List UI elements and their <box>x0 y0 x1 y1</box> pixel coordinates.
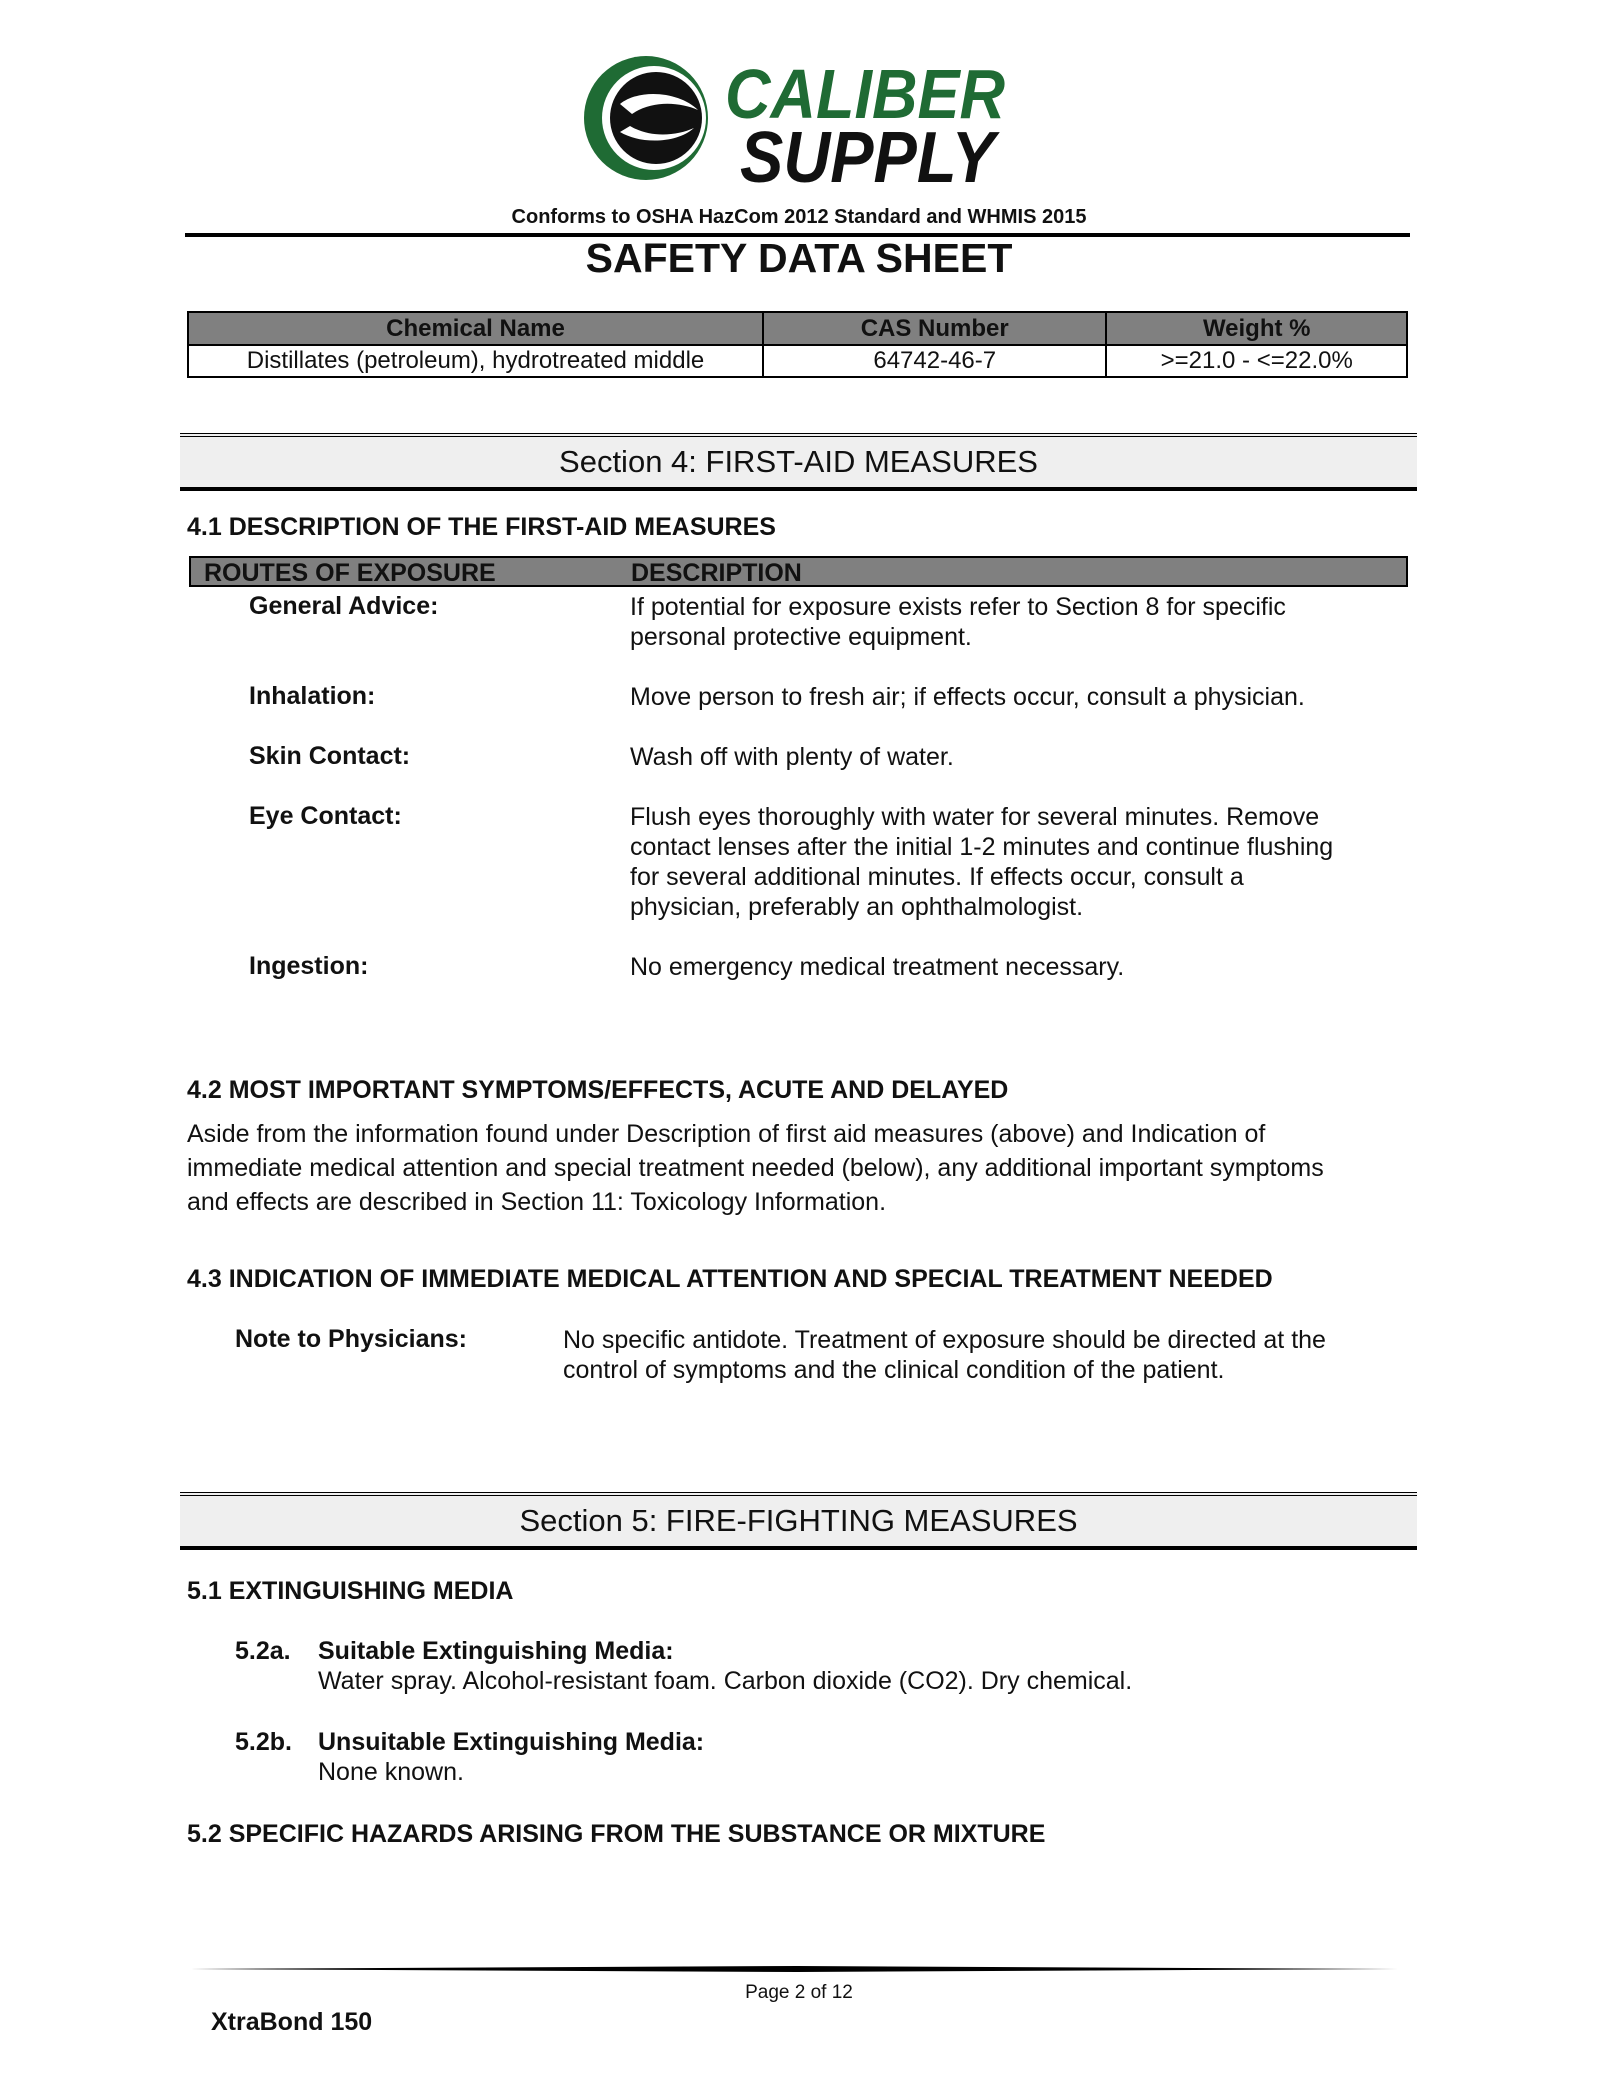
item-5-2b-number: 5.2b. <box>235 1728 292 1756</box>
desc-line: contact lenses after the initial 1-2 minutes and continue flushing <box>630 833 1334 861</box>
brand-line1: CALIBER <box>725 55 1006 133</box>
desc-line: for several additional minutes. If effects occur, consult a <box>630 863 1244 891</box>
document-title: SAFETY DATA SHEET <box>585 235 1013 281</box>
item-5-2a-number: 5.2a. <box>235 1637 291 1665</box>
route-desc-inhalation <box>630 682 1390 712</box>
desc-line: Flush eyes thoroughly with water for several minutes. Remove <box>630 803 1320 831</box>
routes-col-label: ROUTES OF EXPOSURE <box>204 559 496 587</box>
para-line: immediate medical attention and special treatment needed (below), any additional important symptoms <box>187 1154 1324 1182</box>
page-number: Page 2 of 12 <box>745 1982 853 2003</box>
para-line: Aside from the information found under Description of first aid measures (above) and Indication of <box>187 1120 1266 1148</box>
route-desc-general <box>630 592 1390 652</box>
route-desc-eye <box>630 802 1390 922</box>
description-col-label: DESCRIPTION <box>631 559 802 587</box>
chemical-composition-table <box>187 311 1408 378</box>
item-5-2a-title: Suitable Extinguishing Media: <box>318 1637 674 1665</box>
section4-2-text <box>187 1117 1407 1219</box>
route-label-inhalation: Inhalation: <box>249 682 376 710</box>
col-chemical-name: Chemical Name <box>188 312 763 345</box>
section4-3-heading: 4.3 INDICATION OF IMMEDIATE MEDICAL ATTENTION AND SPECIAL TREATMENT NEEDED <box>187 1265 1273 1293</box>
desc-line: physician, preferably an ophthalmologist. <box>630 893 1084 921</box>
product-name: XtraBond 150 <box>211 2008 373 2036</box>
weight-percent-cell: >=21.0 - <=22.0% <box>1106 345 1407 377</box>
note-to-physicians-text <box>563 1325 1403 1385</box>
desc-line: Wash off with plenty of water. <box>630 743 954 771</box>
section5-2-heading: 5.2 SPECIFIC HAZARDS ARISING FROM THE SUBSTANCE OR MIXTURE <box>187 1820 1046 1848</box>
desc-line: If potential for exposure exists refer to Section 8 for specific <box>630 593 1286 621</box>
cas-number-cell: 64742-46-7 <box>763 345 1106 377</box>
desc-line: No emergency medical treatment necessary. <box>630 953 1125 981</box>
route-label-general: General Advice: <box>249 592 439 620</box>
desc-line: personal protective equipment. <box>630 623 972 651</box>
section4-heading: Section 4: FIRST-AID MEASURES <box>180 433 1417 491</box>
brand-line2: SUPPLY <box>740 118 1001 188</box>
section4-1-heading: 4.1 DESCRIPTION OF THE FIRST-AID MEASURES <box>187 513 776 541</box>
item-5-2b-text: None known. <box>318 1758 464 1786</box>
desc-line: control of symptoms and the clinical condition of the patient. <box>563 1356 1225 1384</box>
conforms-statement: Conforms to OSHA HazCom 2012 Standard and WHMIS 2015 <box>511 206 1087 228</box>
route-desc-skin <box>630 742 1390 772</box>
section4-2-heading: 4.2 MOST IMPORTANT SYMPTOMS/EFFECTS, ACUTE AND DELAYED <box>187 1076 1009 1104</box>
caliber-supply-logo <box>580 48 1020 188</box>
route-desc-ingestion <box>630 952 1390 982</box>
item-5-2a-text: Water spray. Alcohol-resistant foam. Carbon dioxide (CO2). Dry chemical. <box>318 1667 1133 1695</box>
para-line: and effects are described in Section 11: Toxicology Information. <box>187 1188 887 1216</box>
route-label-eye: Eye Contact: <box>249 802 402 830</box>
col-cas-number: CAS Number <box>763 312 1106 345</box>
swirl-logo-icon <box>584 56 708 180</box>
item-5-2b-title: Unsuitable Extinguishing Media: <box>318 1728 705 1756</box>
section5-1-heading: 5.1 EXTINGUISHING MEDIA <box>187 1577 514 1605</box>
desc-line: No specific antidote. Treatment of exposure should be directed at the <box>563 1326 1326 1354</box>
footer-rule <box>190 1966 1405 1972</box>
route-label-skin: Skin Contact: <box>249 742 411 770</box>
routes-table-header <box>189 556 1408 587</box>
section5-heading: Section 5: FIRE-FIGHTING MEASURES <box>180 1492 1417 1550</box>
route-label-ingestion: Ingestion: <box>249 952 369 980</box>
desc-line: Move person to fresh air; if effects occur, consult a physician. <box>630 683 1305 711</box>
chemical-name-cell: Distillates (petroleum), hydrotreated middle <box>188 345 763 377</box>
table-row <box>188 345 1407 377</box>
col-weight-percent: Weight % <box>1106 312 1407 345</box>
note-to-physicians-label: Note to Physicians: <box>235 1325 467 1353</box>
